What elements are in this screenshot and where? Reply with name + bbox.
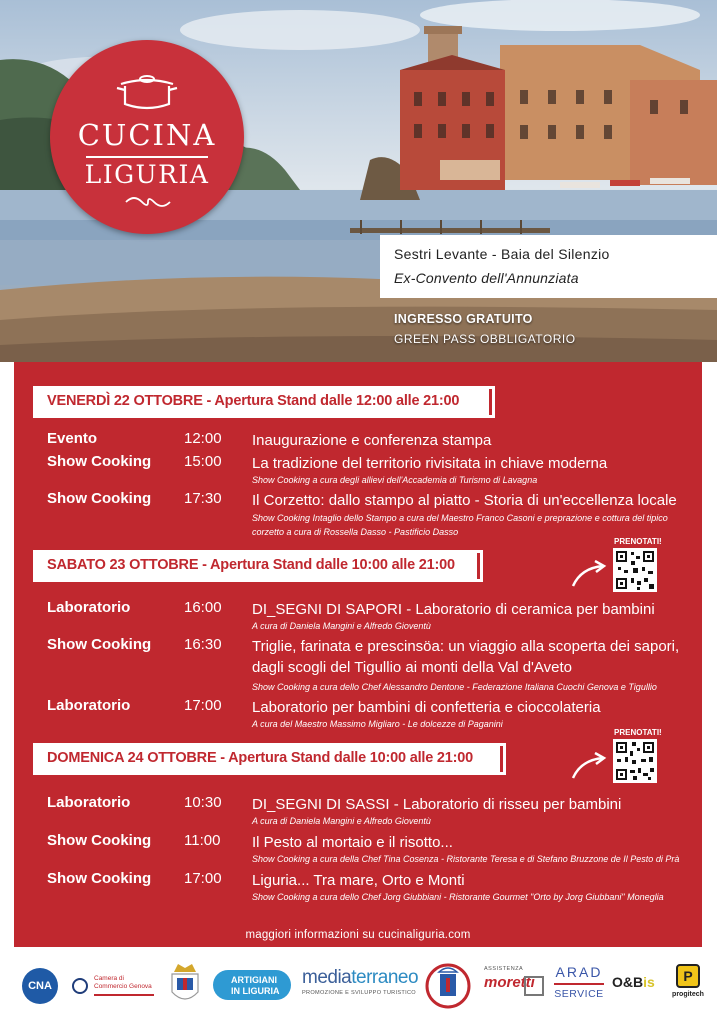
- event-title: DI_SEGNI DI SASSI - Laboratorio di risseu per bambini: [252, 796, 622, 813]
- arad-service-logo: [553, 964, 605, 1006]
- progitech-mark-icon: P: [676, 964, 700, 988]
- free-entry: INGRESSO GRATUITO: [394, 312, 533, 326]
- event-subtitle: A cura del Maestro Massimo Migliaro - Le dolcezze di Paganini: [252, 719, 503, 729]
- event-subtitle: Show Cooking a cura dello Chef Jorg Giubbiani - Ristorante Gourmet "Orto by Jorg Giubbani" Moneglia: [252, 892, 664, 902]
- sponsor-strip: [0, 950, 717, 1024]
- event-type: Laboratorio: [47, 794, 131, 811]
- arad-divider: [554, 983, 604, 985]
- event-title: Il Corzetto: dallo stampo al piatto - Storia di un'eccellenza locale: [252, 492, 677, 509]
- cuochi-genova-logo: [424, 962, 472, 1012]
- event-time: 17:00: [184, 870, 222, 887]
- day-banner-text: SABATO 23 OTTOBRE - Apertura Stand dalle 10:00 alle 21:00: [47, 557, 455, 573]
- location-venue: Ex-Convento dell'Annunziata: [394, 270, 579, 286]
- cucina-liguria-logo: [50, 40, 244, 234]
- event-time: 11:00: [184, 832, 221, 849]
- qr-code-icon[interactable]: [613, 739, 657, 783]
- artigiani-text: ARTIGIANI: [231, 975, 277, 985]
- booking-label: PRENOTATI!: [614, 537, 662, 546]
- event-subtitle: Show Cooking a cura della Chef Tina Cosenza - Ristorante Teresa e di Stefano Bruzzone de Il Pesto di Prà: [252, 854, 680, 864]
- banner-edge: [500, 746, 503, 772]
- event-time: 15:00: [184, 453, 222, 470]
- logo-word-cucina: CUCINA: [77, 118, 217, 152]
- mediaterraneo-logo: [302, 967, 419, 996]
- event-type: Evento: [47, 430, 98, 447]
- event-title: DI_SEGNI DI SAPORI - Laboratorio di ceramica per bambini: [252, 601, 655, 618]
- event-time: 16:30: [184, 636, 222, 653]
- event-subtitle: Show Cooking a cura degli allievi dell'Accademia di Turismo di Lavagna: [252, 475, 538, 485]
- obis-part1: O&B: [612, 974, 644, 990]
- hero-photo: [0, 0, 717, 362]
- chamber-of-commerce-logo: [72, 974, 158, 1000]
- banner-edge: [489, 389, 492, 415]
- arad-service: SERVICE: [554, 987, 604, 1000]
- media-word: media: [302, 967, 352, 988]
- day-banner-friday: [33, 386, 495, 418]
- progitech-logo: [672, 964, 704, 1006]
- program-panel: [14, 362, 702, 947]
- event-title: Inaugurazione e conferenza stampa: [252, 432, 492, 449]
- cooking-pot-icon: [115, 70, 179, 114]
- logo-word-liguria: LIGURIA: [84, 160, 210, 189]
- curved-arrow-icon: [569, 752, 609, 782]
- arad-name: ARAD: [555, 964, 603, 980]
- progitech-name: progitech: [672, 991, 704, 998]
- ornament-swirl-icon: [122, 194, 174, 210]
- event-subtitle: A cura di Daniela Mangini e Alfredo Gioventù: [252, 816, 431, 826]
- obis-logo: [612, 974, 655, 990]
- event-time: 17:00: [184, 697, 222, 714]
- event-time: 10:30: [184, 794, 222, 811]
- event-type: Show Cooking: [47, 870, 152, 887]
- event-type: Show Cooking: [47, 490, 152, 507]
- event-type: Show Cooking: [47, 453, 152, 470]
- mediaterraneo-tagline: PROMOZIONE E SVILUPPO TURISTICO: [302, 990, 416, 996]
- chamber-text: Camera di Commercio Genova: [94, 975, 152, 990]
- event-title: La tradizione del territorio rivisitata in chiave moderna: [252, 455, 608, 472]
- booking-label: PRENOTATI!: [614, 728, 662, 737]
- moretti-name: moretti: [484, 974, 535, 991]
- municipal-crest-icon: [168, 962, 202, 1008]
- day-banner-text: VENERDÌ 22 OTTOBRE - Apertura Stand dalle 12:00 alle 21:00: [47, 393, 460, 409]
- entry-info: [394, 312, 576, 346]
- assistenza-moretti-logo: [480, 966, 546, 1006]
- event-title: Laboratorio per bambini di confetteria e cioccolateria: [252, 699, 601, 716]
- event-subtitle: A cura di Daniela Mangini e Alfredo Gioventù: [252, 621, 431, 631]
- banner-edge: [477, 553, 480, 579]
- obis-part2: is: [643, 974, 655, 990]
- green-pass-note: GREEN PASS OBBLIGATORIO: [394, 332, 576, 346]
- event-type: Show Cooking: [47, 832, 152, 849]
- in-liguria-text: IN LIGURIA: [231, 986, 280, 996]
- qr-code-icon[interactable]: [613, 548, 657, 592]
- event-title: Il Pesto al mortaio e il risotto...: [252, 834, 453, 851]
- event-title: Liguria... Tra mare, Orto e Monti: [252, 872, 465, 889]
- location-box: [380, 235, 717, 298]
- event-time: 17:30: [184, 490, 222, 507]
- location-place: Sestri Levante - Baia del Silenzio: [394, 246, 610, 262]
- event-type: Show Cooking: [47, 636, 152, 653]
- day-banner-sunday: [33, 743, 506, 775]
- curved-arrow-icon: [569, 560, 609, 590]
- chamber-emblem-icon: [72, 978, 88, 994]
- artigiani-in-liguria-logo: [213, 970, 291, 1000]
- event-type: Laboratorio: [47, 697, 131, 714]
- day-banner-saturday: [33, 550, 483, 582]
- moretti-emblem-icon: [524, 976, 544, 996]
- day-banner-text: DOMENICA 24 OTTOBRE - Apertura Stand dalle 10:00 alle 21:00: [47, 750, 474, 766]
- event-subtitle: Show Cooking Intaglio dello Stampo a cura del Maestro Franco Casoni e preprazione e cottura del tipico corzetto a cura di Rossella Dasso - Pastificio Dasso: [252, 513, 668, 537]
- moretti-top-text: ASSISTENZA: [484, 966, 524, 972]
- event-time: 12:00: [184, 430, 222, 447]
- event-time: 16:00: [184, 599, 222, 616]
- more-info-link[interactable]: maggiori informazioni su cucinaliguria.com: [245, 929, 471, 941]
- terraneo-word: terraneo: [351, 967, 419, 988]
- event-title: Triglie, farinata e prescinsöa: un viaggio alla scoperta dei sapori, dagli scogli del Tigullio ai monti della Val d'Aveto: [252, 638, 680, 676]
- logo-divider: [86, 156, 208, 158]
- event-type: Laboratorio: [47, 599, 131, 616]
- chamber-underline: [94, 994, 154, 996]
- cna-logo: CNA: [22, 968, 58, 1004]
- event-subtitle: Show Cooking a cura dello Chef Alessandro Dentone - Federazione Italiana Cuochi Genova e Tigullio: [252, 682, 657, 692]
